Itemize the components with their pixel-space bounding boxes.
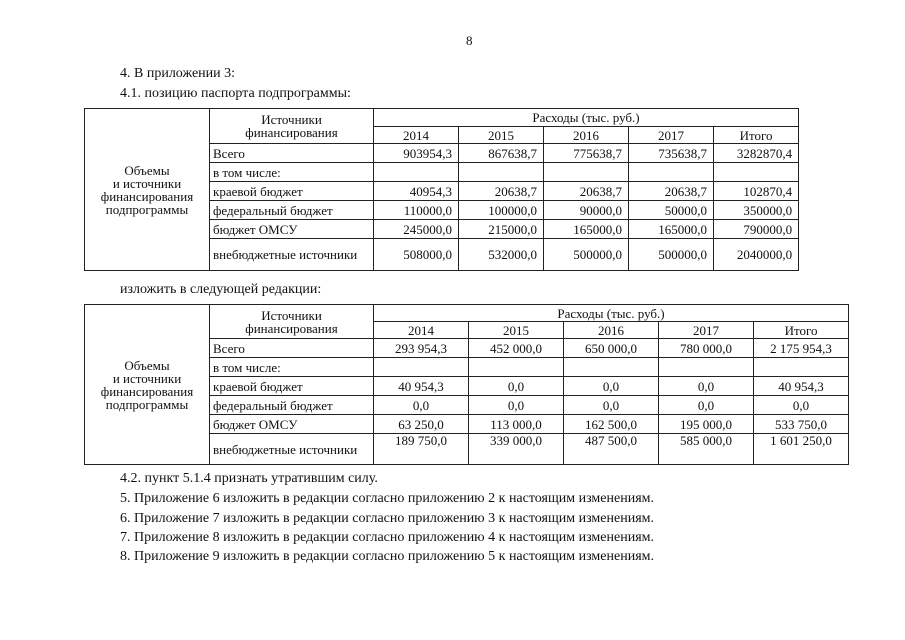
year-header: 2017 <box>659 322 754 339</box>
value-cell: 0,0 <box>754 396 849 415</box>
value-cell <box>374 358 469 377</box>
paragraph-item-4-2: 4.2. пункт 5.1.4 признать утратившим силу. <box>120 471 378 486</box>
value-cell: 189 750,0 <box>374 434 469 465</box>
sources-header <box>210 109 374 144</box>
value-cell: 500000,0 <box>544 239 629 271</box>
value-cell: 215000,0 <box>459 220 544 239</box>
value-cell: 508000,0 <box>374 239 459 271</box>
source-label: бюджет ОМСУ <box>210 415 374 434</box>
paragraph-line1: 4. В приложении 3: <box>120 66 236 81</box>
value-cell: 452 000,0 <box>469 339 564 358</box>
value-cell: 585 000,0 <box>659 434 754 465</box>
sources-header <box>210 305 374 339</box>
value-cell: 350000,0 <box>714 201 799 220</box>
source-label: внебюджетные источники <box>210 434 374 465</box>
year-header: 2017 <box>629 127 714 144</box>
value-cell: 0,0 <box>469 396 564 415</box>
value-cell: 775638,7 <box>544 144 629 163</box>
value-cell: 40 954,3 <box>754 377 849 396</box>
year-header: 2016 <box>564 322 659 339</box>
value-cell <box>374 163 459 182</box>
expenses-header: Расходы (тыс. руб.) <box>374 305 849 322</box>
row-label-line: и источники <box>112 370 182 386</box>
paragraph-line2: 4.1. позицию паспорта подпрограммы: <box>120 86 351 101</box>
source-label: Всего <box>210 339 374 358</box>
value-cell: 0,0 <box>659 377 754 396</box>
value-cell: 532000,0 <box>459 239 544 271</box>
paragraph-item-8: 8. Приложение 9 изложить в редакции согласно приложению 5 к настоящим изменениям. <box>120 549 654 564</box>
value-cell: 0,0 <box>564 396 659 415</box>
financing-table-old <box>84 108 799 271</box>
value-cell: 780 000,0 <box>659 339 754 358</box>
row-label-line: подпрограммы <box>105 396 189 412</box>
row-label-line: и источники <box>112 175 182 191</box>
source-label: в том числе: <box>210 163 374 182</box>
value-cell: 500000,0 <box>629 239 714 271</box>
value-cell: 100000,0 <box>459 201 544 220</box>
value-cell: 20638,7 <box>459 182 544 201</box>
total-header: Итого <box>754 322 849 339</box>
value-cell: 90000,0 <box>544 201 629 220</box>
value-cell: 162 500,0 <box>564 415 659 434</box>
row-label-line: финансирования <box>100 383 194 399</box>
value-cell: 110000,0 <box>374 201 459 220</box>
source-label: бюджет ОМСУ <box>210 220 374 239</box>
value-cell <box>459 163 544 182</box>
year-header: 2014 <box>374 127 459 144</box>
value-cell <box>469 358 564 377</box>
value-cell: 40954,3 <box>374 182 459 201</box>
source-label: Всего <box>210 144 374 163</box>
year-header: 2015 <box>459 127 544 144</box>
value-cell: 339 000,0 <box>469 434 564 465</box>
sources-header-line: финансирования <box>245 125 338 140</box>
value-cell: 1 601 250,0 <box>754 434 849 465</box>
sources-header-line: Источники <box>261 112 322 127</box>
value-cell: 0,0 <box>564 377 659 396</box>
value-cell: 293 954,3 <box>374 339 469 358</box>
source-label: в том числе: <box>210 358 374 377</box>
value-cell: 102870,4 <box>714 182 799 201</box>
row-label-cell <box>85 305 210 465</box>
paragraph-item-7: 7. Приложение 8 изложить в редакции согласно приложению 4 к настоящим изменениям. <box>120 530 654 545</box>
value-cell: 3282870,4 <box>714 144 799 163</box>
row-label-line: Объемы <box>124 357 170 373</box>
year-header: 2014 <box>374 322 469 339</box>
value-cell: 20638,7 <box>544 182 629 201</box>
value-cell <box>544 163 629 182</box>
value-cell: 0,0 <box>469 377 564 396</box>
financing-table-new <box>84 304 849 465</box>
value-cell <box>659 358 754 377</box>
value-cell: 50000,0 <box>629 201 714 220</box>
value-cell: 20638,7 <box>629 182 714 201</box>
value-cell: 40 954,3 <box>374 377 469 396</box>
value-cell: 903954,3 <box>374 144 459 163</box>
value-cell: 0,0 <box>374 396 469 415</box>
value-cell: 63 250,0 <box>374 415 469 434</box>
value-cell <box>629 163 714 182</box>
row-label-line: финансирования <box>100 188 194 204</box>
sources-header-line: Источники <box>261 307 322 323</box>
paragraph-mid: изложить в следующей редакции: <box>120 282 322 297</box>
value-cell: 867638,7 <box>459 144 544 163</box>
row-label-cell <box>85 109 210 271</box>
row-label-line: подпрограммы <box>105 201 189 217</box>
page-number: 8 <box>466 33 473 48</box>
value-cell: 165000,0 <box>544 220 629 239</box>
year-header: 2016 <box>544 127 629 144</box>
source-label: краевой бюджет <box>210 182 374 201</box>
value-cell: 790000,0 <box>714 220 799 239</box>
source-label: федеральный бюджет <box>210 201 374 220</box>
value-cell: 245000,0 <box>374 220 459 239</box>
expenses-header: Расходы (тыс. руб.) <box>374 109 799 127</box>
year-header: 2015 <box>469 322 564 339</box>
value-cell: 0,0 <box>659 396 754 415</box>
paragraph-item-6: 6. Приложение 7 изложить в редакции согласно приложению 3 к настоящим изменениям. <box>120 511 654 526</box>
source-label: краевой бюджет <box>210 377 374 396</box>
value-cell: 650 000,0 <box>564 339 659 358</box>
sources-header-line: финансирования <box>245 320 338 336</box>
total-header: Итого <box>714 127 799 144</box>
source-label: внебюджетные источники <box>210 239 374 271</box>
row-label-line: Объемы <box>124 162 170 178</box>
value-cell: 487 500,0 <box>564 434 659 465</box>
value-cell: 195 000,0 <box>659 415 754 434</box>
value-cell <box>714 163 799 182</box>
value-cell <box>564 358 659 377</box>
value-cell: 113 000,0 <box>469 415 564 434</box>
paragraph-item-5: 5. Приложение 6 изложить в редакции согласно приложению 2 к настоящим изменениям. <box>120 491 654 506</box>
value-cell <box>754 358 849 377</box>
value-cell: 2 175 954,3 <box>754 339 849 358</box>
value-cell: 533 750,0 <box>754 415 849 434</box>
source-label: федеральный бюджет <box>210 396 374 415</box>
value-cell: 2040000,0 <box>714 239 799 271</box>
value-cell: 165000,0 <box>629 220 714 239</box>
value-cell: 735638,7 <box>629 144 714 163</box>
